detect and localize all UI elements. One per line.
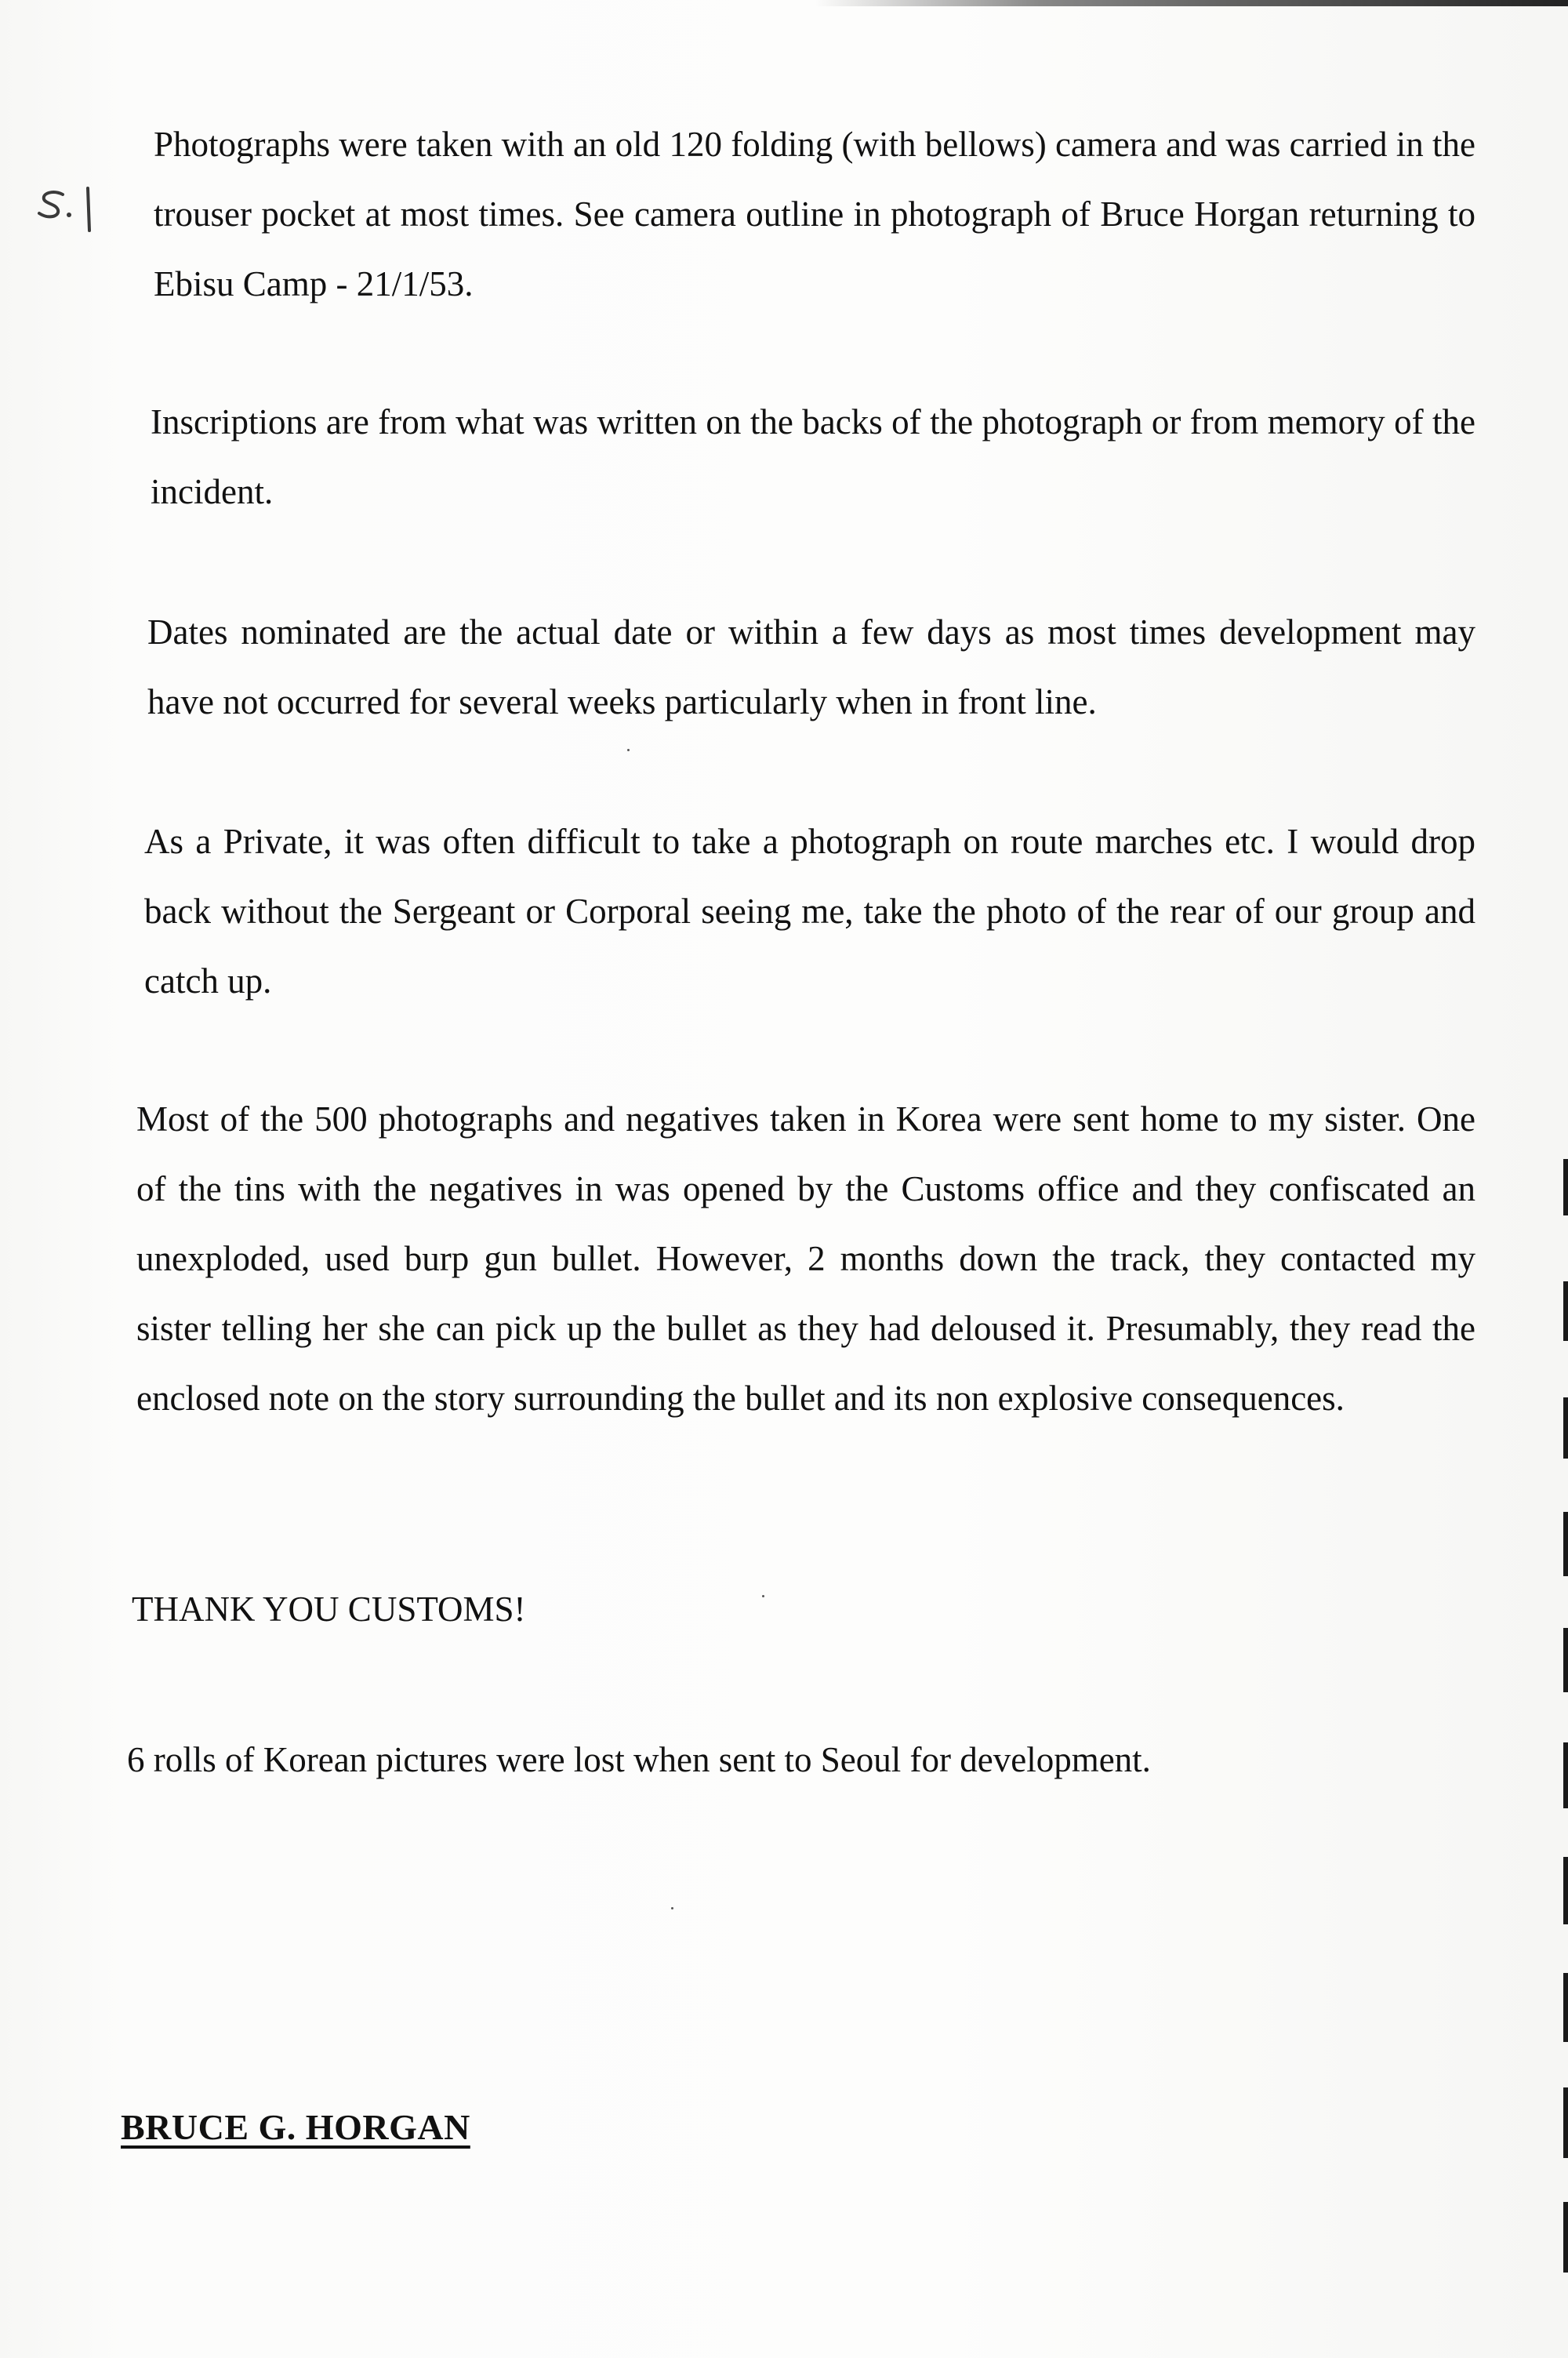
- scan-edge-shadow: [815, 0, 1568, 6]
- binder-hole-mark: [1563, 1857, 1568, 1924]
- binder-hole-mark: [1563, 1742, 1568, 1808]
- paragraph-customs: [136, 1085, 1475, 1433]
- paragraph-inscriptions: [151, 387, 1475, 527]
- paragraph-text: 6 rolls of Korean pictures were lost when sent to Seoul for development.: [127, 1740, 1151, 1779]
- paragraph-camera: [154, 110, 1475, 319]
- binder-hole-mark: [1563, 1281, 1568, 1341]
- paragraph-text: THANK YOU CUSTOMS!: [132, 1590, 526, 1629]
- paragraph-dates: [147, 598, 1475, 737]
- scan-speck: [627, 749, 630, 751]
- scan-speck: [762, 1595, 764, 1597]
- paragraph-text: Inscriptions are from what was written on the backs of the photograph or from memory of the incident.: [151, 402, 1475, 511]
- paragraph-text: Dates nominated are the actual date or within a few days as most times development may have not occurred for several weeks particularly when in front line.: [147, 612, 1475, 721]
- binder-hole-mark: [1563, 1159, 1568, 1215]
- paragraph-text: As a Private, it was often difficult to take a photograph on route marches etc. I would drop back without the Sergeant or Corporal seeing me, take the photo of the rear of our group and catch up.: [144, 822, 1475, 1001]
- binder-hole-mark: [1563, 2202, 1568, 2273]
- binder-hole-mark: [1563, 1512, 1568, 1576]
- paragraph-private: [144, 807, 1475, 1016]
- paragraph-thank-you: [132, 1575, 1465, 1644]
- binder-hole-mark: [1563, 2087, 1568, 2158]
- binder-hole-mark: [1563, 1397, 1568, 1459]
- signature-name: BRUCE G. HORGAN: [121, 2107, 470, 2147]
- binder-hole-mark: [1563, 1628, 1568, 1692]
- paragraph-lost-rolls: [127, 1725, 1475, 1795]
- scan-speck: [671, 1907, 673, 1909]
- paragraph-text: Most of the 500 photographs and negatives taken in Korea were sent home to my sister. One of the tins with the negatives in was opened by the Customs office and they confiscated an unexploded, used burp gun bullet. However, 2 months down the track, they contacted my sister telling her she can pick up the bullet as they had deloused it. Presumably, they read the enclosed note on the story surrounding the bullet and its non explosive consequences.: [136, 1099, 1475, 1418]
- handwritten-margin-number: [22, 182, 100, 237]
- paragraph-text: Photographs were taken with an old 120 folding (with bellows) camera and was carried in the trouser pocket at most times. See camera outline in photograph of Bruce Horgan returning to Ebisu Camp - 21/1/53.: [154, 125, 1475, 303]
- binder-hole-mark: [1563, 1973, 1568, 2042]
